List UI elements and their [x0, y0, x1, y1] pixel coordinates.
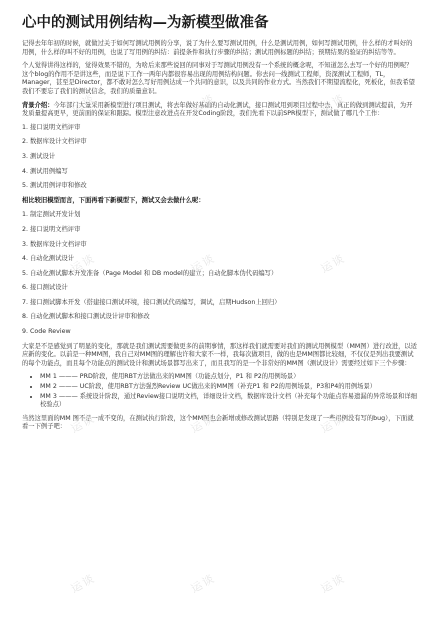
old-step-item: 3. 测试设计 [22, 152, 56, 160]
old-step-item: 2. 数据库设计文档评审 [22, 138, 87, 146]
watermark: 运谈 [68, 251, 98, 276]
watermark: 运谈 [318, 91, 348, 116]
watermark: 运谈 [318, 571, 348, 596]
mm-list [22, 373, 418, 409]
watermark: 运谈 [188, 571, 218, 596]
mm-list-item: • MM 1 ——— PRD阶段，使用RBT方法做出来的MM图（功能点划分，P1 和 P2的用例场景） [40, 373, 418, 382]
watermark: 运谈 [68, 91, 98, 116]
intro-paragraph: 记得去年年初的时候，就做过关于如何写测试用例的分享，说了为什么要写测试用例，什么是测试用例，如何写测试用例，什么样的才叫好的用例，什么样的叫不好的用例，也说了写用例的纠结：前提条件和执行步骤的纠结；测试用例标题的纠结；预期结果的验证的纠结等等。 [22, 40, 413, 56]
new-step-item: 5. 自动化测试脚本开发准备（Page Model 和 DB model的建立；自动化脚本伪代码编写） [22, 269, 278, 277]
new-step-item: 7. 接口测试脚本开发（搭建接口测试环境，接口测试代码编写，调试，启期Hudson上回归） [22, 298, 281, 306]
new-step-item: 4. 自动化测试设计 [22, 255, 75, 263]
new-step-item: 8. 自动化测试脚本和接口测试设计评审和修改 [22, 313, 150, 321]
new-step-item: 3. 数据库设计文档评审 [22, 240, 87, 248]
intro-paragraph: 个人觉得讲得这样的，觉得效果不错的，为啥后来那些说回的同事对于写测试用例没有一个系统的概念呢，不知道怎么去写一个好的用例呢？这个blog的作用不是讲这些，而是说下工作一两年内都很容易出现的用例结构问题。你去问一线测试工程师，资深测试工程师，TL，Manager，甚至是Director，都不敢对怎么写好用例达成一个共同的意识，以及共同的作业方式。当然我们不期望流程化，死板化，但我希望我们不要忘了我们的测试信念，我们的质量意识。 [22, 62, 415, 95]
watermark: 运谈 [68, 571, 98, 596]
old-step-item: 4. 测试用例编写 [22, 167, 68, 175]
page-title: 心中的测试用例结构—为新模型做准备 [22, 15, 269, 31]
new-step-item: 6. 接口测试设计 [22, 284, 68, 292]
watermark: 运谈 [188, 251, 218, 276]
old-step-item: 1. 接口说明文档评审 [22, 123, 81, 131]
watermark: 运谈 [68, 411, 98, 436]
new-step-item: 2. 接口说明文档评审 [22, 225, 81, 233]
watermark: 运谈 [318, 411, 348, 436]
new-step-item: 1. 制定测试开发计划 [22, 211, 81, 219]
watermark: 运谈 [188, 91, 218, 116]
background-paragraph [22, 102, 418, 119]
mm-list-item: • MM 2 ——— UC阶段，使用RBT方法强烈Review UC做出来的MM图（补充P1 和 P2的用例场景，P3和P4的用例场景） [40, 383, 418, 392]
closing-paragraph: 当然这里面的MM 图不是一成不变的，在测试执行阶段，这个MM图也会新增或修改测试思路（特别是发现了一些用例没有写的bug），下面就看一下例子吧： [22, 414, 414, 431]
section-question: 相比较旧模型而言，下面再看下新模型下，测试又会去做什么呢： [22, 196, 205, 204]
background-text: 今年部门大量采用新模型进行项目测试，将去年做好基础的自动化测试，接口测试用到项目过程中去，真正的做到测试提前，为开发质量提高更早，更前面的保证和跟踪。模型注意改进点在开发Coding阶段，我们先看下以前SPR模型下，测试做了哪几个工作： [22, 101, 413, 118]
mm-list-item: • MM 3 ——— 系统设计阶段，通过Review接口说明文档，详细设计文档，数据库设计文档（补充每个功能点容易遗漏的异常场景和详细校验点） [40, 393, 418, 410]
background-lead: 背景介绍： [22, 101, 54, 109]
summary-paragraph: 大家是不是感觉到了明显的变化，那就是我们测试需要做更多的前期事情，那这样我们就需要对我们的测试用例模型（MM图）进行改进，以适应新的变化。以前是一种MM图，我自己对MM图的理解也许和大家不一样，我每次做项目，做的也是MM图都比较细，不仅仅是列出我要测试的每个功能点，而且每个功能点的测试设计和测试场景都写出来了，而且我写的是一个非常好的MM图（测试设计）需要经过如下三个步骤： [22, 342, 417, 367]
watermark: 运谈 [318, 251, 348, 276]
new-step-item: 9. Code Review [22, 328, 71, 336]
watermark: 运谈 [188, 411, 218, 436]
old-step-item: 5. 测试用例评审和修改 [22, 182, 87, 190]
